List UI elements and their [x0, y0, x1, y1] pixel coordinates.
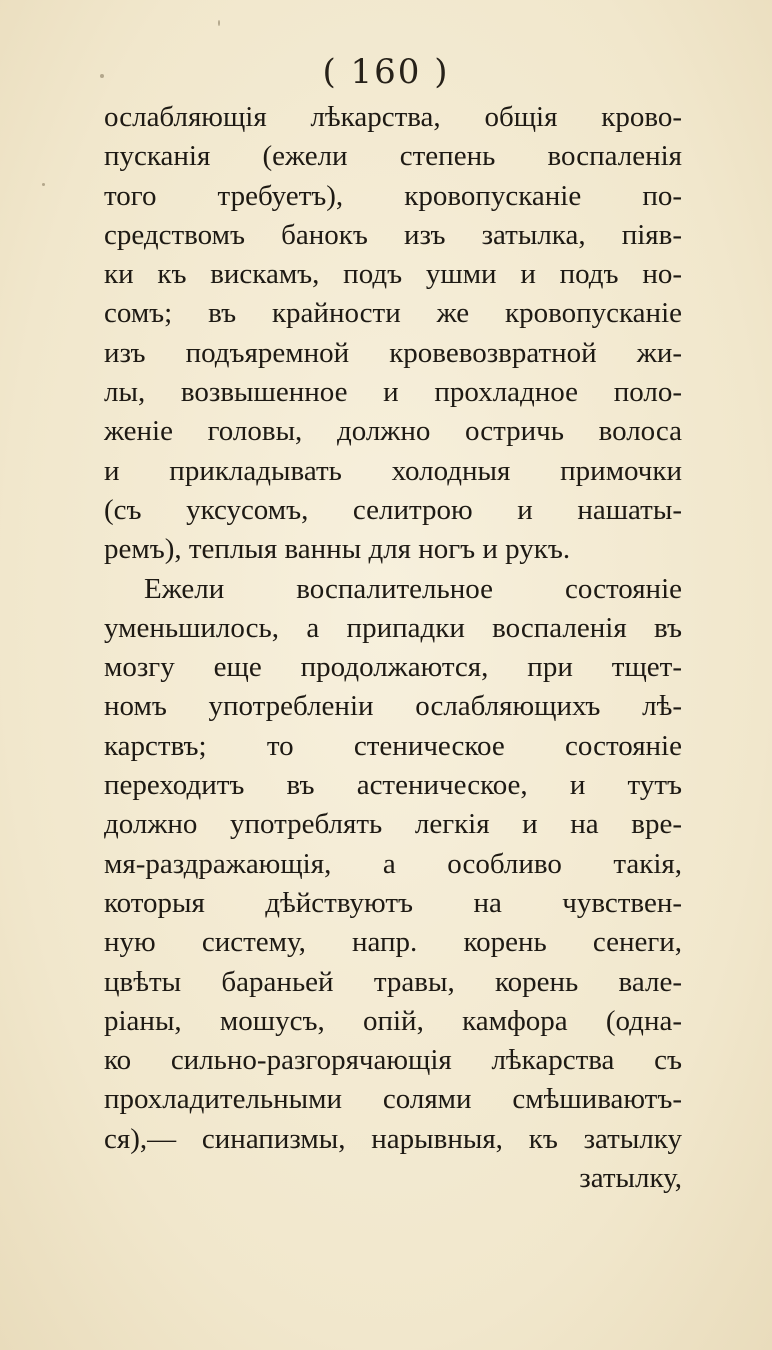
text-line: мозгу еще продолжаются, при тщет-	[104, 651, 682, 684]
text-line: ослабляющія лѣкарства, общія крово-	[104, 101, 682, 133]
text-line: ки къ вискамъ, подъ ушми и подъ но-	[104, 258, 682, 291]
text-line: мя-раздражающія, а особливо такія,	[104, 847, 682, 880]
catchword: затылку,	[579, 1162, 682, 1195]
text-line: женіе головы, должно остричь волоса	[104, 415, 682, 448]
text-line: ріаны, мошусъ, опій, камфора (одна-	[104, 1004, 682, 1037]
text-line: прохладительными солями смѣшиваютъ-	[104, 1083, 682, 1116]
text-line: ко сильно-разгорячающія лѣкарства съ	[104, 1044, 682, 1077]
text-line: цвѣты бараньей травы, корень вале-	[104, 965, 682, 998]
paper-speck	[42, 183, 45, 186]
text-line: ся),— синапизмы, нарывныя, къ затылку	[104, 1122, 682, 1155]
text-line: пусканія (ежели степень воспаленія	[104, 140, 682, 173]
text-line: сомъ; въ крайности же кровопусканіе	[104, 297, 682, 330]
text-line: переходитъ въ астеническое, и тутъ	[104, 769, 682, 802]
text-line: ную систему, напр. корень сенеги,	[104, 926, 682, 959]
text-line: и прикладывать холодныя примочки	[104, 454, 682, 487]
text-line: карствъ; то стеническое состояніе	[104, 729, 682, 762]
paragraph-start-line: Ежели воспалительное состояніе	[144, 572, 682, 605]
text-line: средствомъ банокъ изъ затылка, піяв-	[104, 218, 682, 251]
paper-speck	[218, 20, 220, 26]
text-line: ремъ), теплыя ванны для ногъ и рукъ.	[104, 533, 571, 566]
text-line: (съ уксусомъ, селитрою и нашаты-	[104, 493, 682, 526]
text-line: уменьшилось, а припадки воспаленія въ	[104, 611, 682, 644]
page-number: ( 160 )	[322, 52, 450, 92]
text-line: лы, возвышенное и прохладное поло-	[104, 376, 682, 409]
text-line: должно употреблять легкія и на вре-	[104, 808, 682, 841]
text-line: того требуетъ), кровопусканіе по-	[104, 179, 682, 212]
text-line: изъ подъяремной кровевозвратной жи-	[104, 336, 682, 369]
body-text	[104, 98, 682, 1198]
text-line: которыя дѣйствуютъ на чувствен-	[104, 886, 682, 919]
paper-speck	[100, 74, 104, 78]
text-line: номъ употребленіи ослабляющихъ лѣ-	[104, 690, 682, 723]
